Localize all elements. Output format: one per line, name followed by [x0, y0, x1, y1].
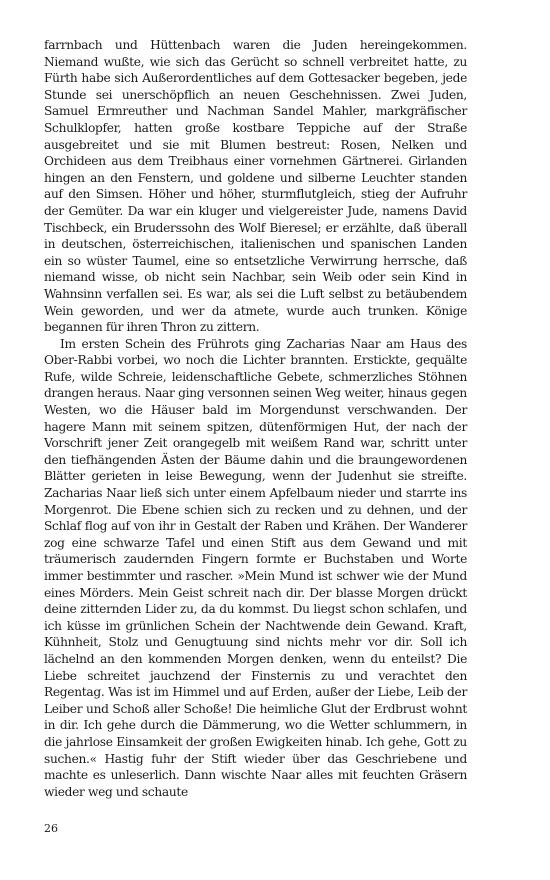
page-body: [44, 37, 467, 800]
paragraph-2: Im ersten Schein des Frührots ging Zacharias Naar am Haus des Ober-Rabbi vorbei, wo noch die Lichter brannten. Erstickte, gequälte Rufe, wilde Schreie, leidenschaftliche Gebete, schmerzliches Stöhnen drangen heraus. Naar ging versonnen seinen Weg weiter, hinaus gegen Westen, wo die Häuser bald im Morgendunst verschwanden. Der hagere Mann mit seinem spitzen, dütenförmigen Hut, der nach der Vorschrift jener Zeit orangegelb mit weißem Rand war, schritt unter den tiefhängenden Ästen der Bäume dahin und die braungewordenen Blätter gerieten in leise Bewegung, wenn der Judenhut sie streifte. Zacharias Naar ließ sich unter einem Apfelbaum nieder und starrte ins Morgenrot. Die Ebene schien sich zu recken und zu dehnen, und der Schlaf flog auf von ihr in Gestalt der Raben und Krähen. Der Wanderer zog eine schwarze Tafel und einen Stift aus dem Gewand und mit träumerisch zaudernden Fingern formte er Buchstaben und Worte immer bestimmter und rascher. »Mein Mund ist schwer wie der Mund eines Mörders. Mein Geist schreit nach dir. Der blasse Morgen drückt deine zitternden Lider zu, da du kommst. Du liegst schon schlafen, und ich küsse im grünlichen Schein der Nachtwende dein Gewand. Kraft, Kühnheit, Stolz und Genugtuung sind nichts mehr vor dir. Soll ich lächelnd an den kommenden Morgen denken, wenn du enteilst? Die Liebe schreitet jauchzend der Finsternis zu und verachtet den Regentag. Was ist im Himmel und auf Erden, außer der Liebe, Leib der Leiber und Schoß aller Schoße! Die heimliche Glut der Erdbrust wohnt in dir. Ich gehe durch die Dämmerung, wo die Wetter schlummern, in die jahrlose Einsamkeit der großen Ewigkeiten hinab. Ich gehe, Gott zu suchen.« Hastig fuhr der Stift wieder über das Geschriebene und machte es unleserlich. Dann wischte Naar alles mit feuchten Gräsern wieder weg und schaute: [44, 336, 467, 799]
page-number: 26: [44, 822, 58, 835]
paragraph-1: farrnbach und Hüttenbach waren die Juden hereingekommen. Niemand wußte, wie sich das Gerücht so schnell verbreitet hatte, zu Fürth habe sich Außerordentliches auf dem Gottesacker begeben, jede Stunde sei unerschöpflich an neuen Geschehnissen. Zwei Juden, Samuel Ermreuther und Nachman Sandel Mahler, markgräfischer Schulklopfer, hatten große kostbare Teppiche auf der Straße ausgebreitet und sie mit Blumen bestreut: Rosen, Nelken und Orchideen aus dem Treibhaus einer vornehmen Gärtnerei. Girlanden hingen an den Fenstern, und goldene und silberne Leuchter standen auf den Simsen. Höher und höher, sturmflutgleich, stieg der Aufruhr der Gemüter. Da war ein kluger und vielgereister Jude, namens David Tischbeck, ein Bruderssohn des Wolf Bieresel; er erzählte, daß überall in deutschen, österreichischen, italienischen und spanischen Landen ein so wüster Taumel, eine so entsetzliche Verwirrung herrsche, daß niemand wisse, ob nicht sein Nachbar, sein Weib oder sein Kind in Wahnsinn verfallen sei. Es war, als sei die Luft selbst zu betäubendem Wein geworden, und wer da atmete, wurde auch trunken. Könige begannen für ihren Thron zu zittern.: [44, 38, 467, 335]
